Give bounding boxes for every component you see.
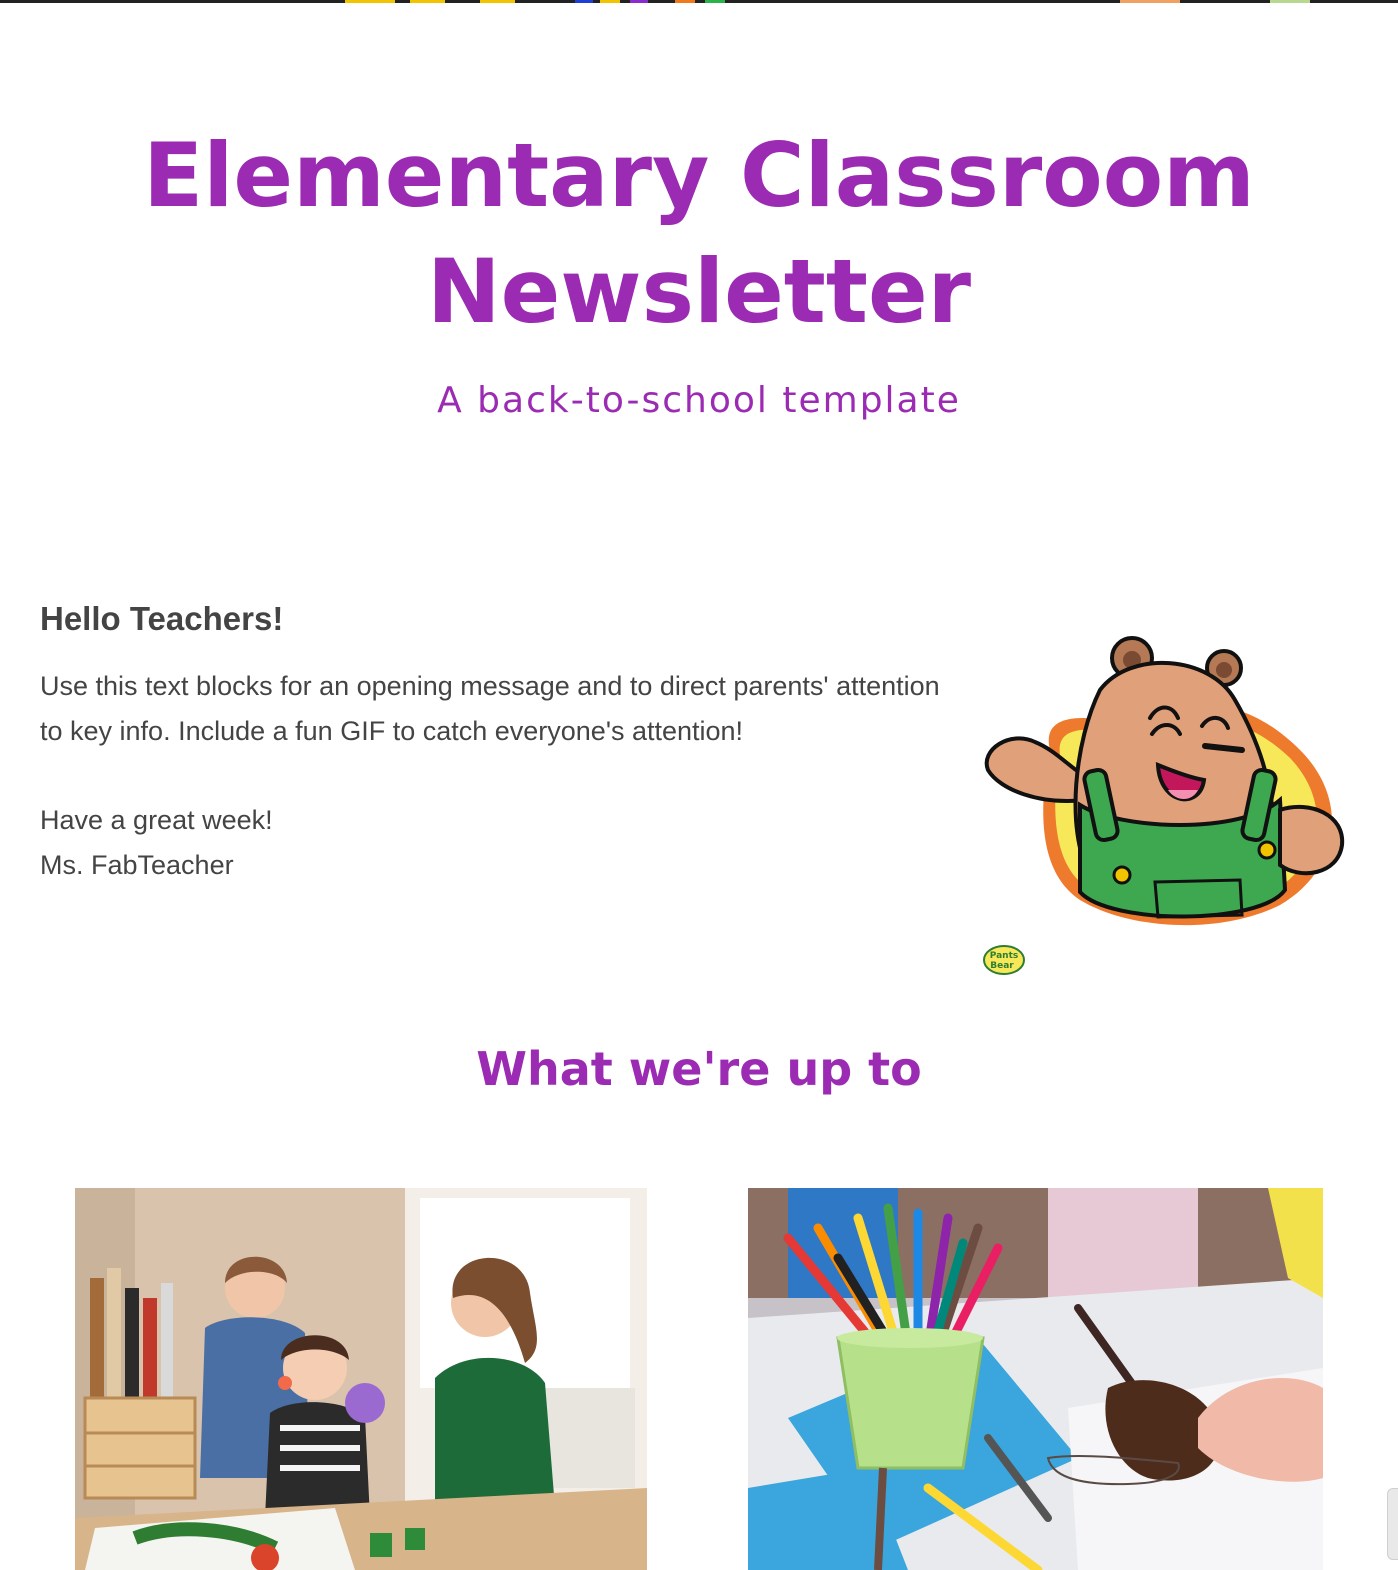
signoff-block bbox=[40, 798, 273, 888]
title-line-2: Newsletter bbox=[426, 240, 972, 343]
waving-bear-icon bbox=[980, 630, 1350, 930]
greeting-heading: Hello Teachers! bbox=[40, 600, 284, 637]
logo-text-line-2: Bear bbox=[990, 961, 1014, 971]
scroll-handle[interactable] bbox=[1387, 1488, 1398, 1560]
section-heading: What we're up to bbox=[476, 1042, 922, 1096]
signoff-name: Ms. FabTeacher bbox=[40, 850, 234, 880]
intro-body-text: Use this text blocks for an opening message and to direct parents' attention to key info. Include a fun GIF to catch everyone's attention! bbox=[40, 671, 940, 746]
colored-pencils-drawing-photo bbox=[748, 1188, 1323, 1570]
logo-text-line-1: Pants bbox=[989, 951, 1019, 961]
signoff-line-1: Have a great week! bbox=[40, 805, 273, 835]
children-crafting-photo bbox=[75, 1188, 647, 1570]
pants-bear-logo bbox=[982, 942, 1026, 978]
top-color-strip bbox=[0, 0, 1398, 3]
newsletter-title bbox=[0, 118, 1398, 350]
title-line-1: Elementary Classroom bbox=[143, 124, 1255, 227]
newsletter-subtitle: A back-to-school template bbox=[437, 380, 961, 421]
